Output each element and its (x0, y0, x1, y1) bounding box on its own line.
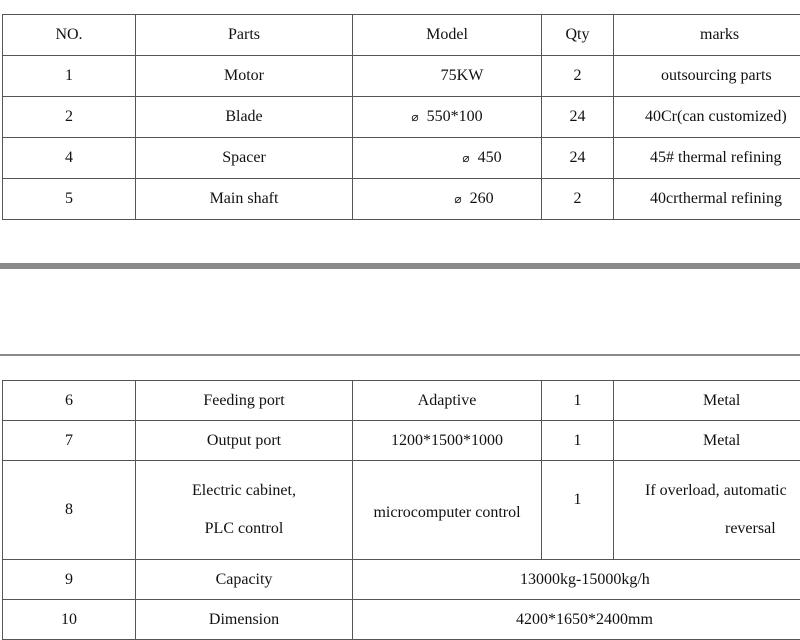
cell-part: Spacer (136, 138, 353, 179)
table-row (3, 421, 800, 461)
marks-line-1: If overload, automatic (645, 472, 800, 510)
cell-no: 8 (3, 461, 136, 560)
model-value: 75KW (411, 67, 484, 84)
diameter-icon: ⌀ (454, 192, 461, 206)
cell-marks: outsourcing parts (614, 56, 800, 97)
cell-no: 2 (3, 97, 136, 138)
cell-qty: 2 (542, 179, 614, 220)
cell-model: 1200*1500*1000 (353, 421, 542, 461)
cell-no: 10 (3, 600, 136, 640)
cell-part: Main shaft (136, 179, 353, 220)
table-header-row (3, 15, 800, 56)
cell-label: Dimension (136, 600, 353, 640)
model-value: 260 (470, 190, 494, 207)
diameter-icon: ⌀ (411, 110, 418, 124)
cell-part: Output port (136, 421, 353, 461)
cell-no: 1 (3, 56, 136, 97)
header-parts: Parts (136, 15, 353, 56)
part-line-2: PLC control (136, 510, 352, 548)
part-line-1: Electric cabinet, (136, 472, 352, 510)
cell-part: Motor (136, 56, 353, 97)
cell-qty: 1 (542, 461, 614, 560)
cell-no: 6 (3, 381, 136, 421)
summary-row (3, 600, 800, 640)
table-row (3, 461, 800, 560)
cell-value: 4200*1650*2400mm (353, 600, 800, 640)
diameter-icon: ⌀ (462, 151, 469, 165)
section-divider-thin (0, 354, 800, 356)
parts-table (2, 14, 800, 220)
cell-no: 7 (3, 421, 136, 461)
cell-qty: 24 (542, 97, 614, 138)
cell-qty: 24 (542, 138, 614, 179)
header-no: NO. (3, 15, 136, 56)
cell-no: 4 (3, 138, 136, 179)
cell-qty: 1 (542, 381, 614, 421)
cell-label: Capacity (136, 560, 353, 600)
cell-part: Feeding port (136, 381, 353, 421)
header-qty: Qty (542, 15, 614, 56)
summary-row (3, 560, 800, 600)
table-row (3, 138, 800, 179)
cell-part (136, 461, 353, 560)
cell-model (353, 179, 542, 220)
model-value: 450 (478, 149, 502, 166)
cell-part: Blade (136, 97, 353, 138)
table-row (3, 381, 800, 421)
cell-model: Adaptive (353, 381, 542, 421)
cell-value: 13000kg-15000kg/h (353, 560, 800, 600)
cell-model (353, 56, 542, 97)
cell-model (353, 97, 542, 138)
table-row (3, 179, 800, 220)
model-value: 550*100 (427, 108, 483, 125)
cell-marks: 45# thermal refining (614, 138, 800, 179)
cell-no: 5 (3, 179, 136, 220)
cell-marks: 40Cr(can customized) (614, 97, 800, 138)
cell-marks (614, 461, 800, 560)
cell-no: 9 (3, 560, 136, 600)
cell-qty: 2 (542, 56, 614, 97)
table-row (3, 56, 800, 97)
table-row (3, 97, 800, 138)
cell-marks: Metal (614, 421, 800, 461)
header-marks: marks (614, 15, 800, 56)
specs-table (2, 380, 800, 640)
cell-qty: 1 (542, 421, 614, 461)
marks-line-2: reversal (645, 510, 800, 548)
section-divider-thick (0, 263, 800, 269)
cell-marks: Metal (614, 381, 800, 421)
cell-model (353, 138, 542, 179)
header-model: Model (353, 15, 542, 56)
cell-marks: 40crthermal refining (614, 179, 800, 220)
cell-model: microcomputer control (353, 461, 542, 560)
